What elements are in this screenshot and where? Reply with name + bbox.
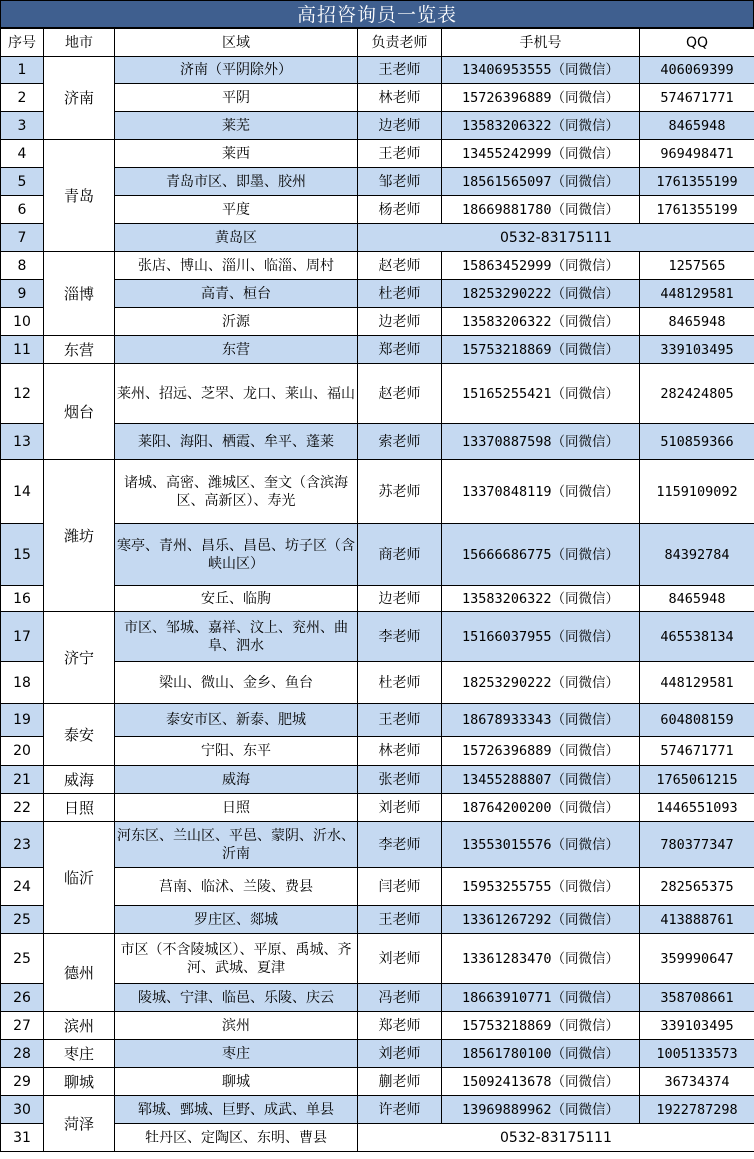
row-number: 19 <box>1 704 44 737</box>
city-cell: 济南 <box>44 57 115 140</box>
row-number: 15 <box>1 524 44 586</box>
phone-cell: 13406953555（同微信） <box>442 57 640 84</box>
phone-cell: 15726396889（同微信） <box>442 737 640 766</box>
area-cell: 梁山、微山、金乡、鱼台 <box>115 662 358 704</box>
area-cell: 莱芜 <box>115 112 358 140</box>
table-row <box>1 612 754 662</box>
city-cell: 聊城 <box>44 1068 115 1096</box>
phone-cell: 18253290222（同微信） <box>442 662 640 704</box>
phone-cell: 13583206322（同微信） <box>442 308 640 336</box>
qq-cell: 413888761 <box>640 906 754 934</box>
phone-cell: 15753218869（同微信） <box>442 336 640 364</box>
table-row <box>1 112 754 140</box>
qq-cell: 574671771 <box>640 737 754 766</box>
row-number: 1 <box>1 57 44 84</box>
area-cell: 河东区、兰山区、平邑、蒙阴、沂水、沂南 <box>115 822 358 868</box>
qq-cell: 1257565 <box>640 252 754 280</box>
table-body <box>1 57 754 1152</box>
area-cell: 陵城、宁津、临邑、乐陵、庆云 <box>115 984 358 1012</box>
teacher-cell: 冯老师 <box>358 984 442 1012</box>
phone-cell: 13370848119（同微信） <box>442 460 640 524</box>
row-number: 9 <box>1 280 44 308</box>
row-number: 23 <box>1 822 44 868</box>
teacher-cell: 刘老师 <box>358 794 442 822</box>
qq-cell: 1005133573 <box>640 1040 754 1068</box>
teacher-cell: 刘老师 <box>358 1040 442 1068</box>
phone-cell: 18663910771（同微信） <box>442 984 640 1012</box>
table-row <box>1 168 754 196</box>
phone-cell: 15726396889（同微信） <box>442 84 640 112</box>
qq-cell: 339103495 <box>640 336 754 364</box>
area-cell: 市区（不含陵城区）、平原、禹城、齐河、武城、夏津 <box>115 934 358 984</box>
city-cell: 德州 <box>44 934 115 1012</box>
area-cell: 聊城 <box>115 1068 358 1096</box>
phone-cell: 15092413678（同微信） <box>442 1068 640 1096</box>
table-row <box>1 224 754 252</box>
phone-cell: 18561780100（同微信） <box>442 1040 640 1068</box>
table-row <box>1 308 754 336</box>
table-row <box>1 766 754 794</box>
city-cell: 潍坊 <box>44 460 115 612</box>
phone-cell: 13455288807（同微信） <box>442 766 640 794</box>
qq-cell: 358708661 <box>640 984 754 1012</box>
row-number: 10 <box>1 308 44 336</box>
table-row <box>1 84 754 112</box>
row-number: 6 <box>1 196 44 224</box>
qq-cell: 780377347 <box>640 822 754 868</box>
qq-cell: 8465948 <box>640 112 754 140</box>
qq-cell: 1446551093 <box>640 794 754 822</box>
area-cell: 郓城、鄄城、巨野、成武、单县 <box>115 1096 358 1124</box>
teacher-cell: 张老师 <box>358 766 442 794</box>
table-row <box>1 524 754 586</box>
teacher-cell: 杨老师 <box>358 196 442 224</box>
area-cell: 泰安市区、新泰、肥城 <box>115 704 358 737</box>
row-number: 3 <box>1 112 44 140</box>
table-row <box>1 280 754 308</box>
table-row <box>1 57 754 84</box>
area-cell: 高青、桓台 <box>115 280 358 308</box>
table-row <box>1 984 754 1012</box>
area-cell: 宁阳、东平 <box>115 737 358 766</box>
row-number: 2 <box>1 84 44 112</box>
teacher-cell: 索老师 <box>358 424 442 460</box>
area-cell: 市区、邹城、嘉祥、汶上、兖州、曲阜、泗水 <box>115 612 358 662</box>
teacher-cell: 王老师 <box>358 140 442 168</box>
teacher-cell: 许老师 <box>358 1096 442 1124</box>
teacher-cell: 郑老师 <box>358 336 442 364</box>
city-cell: 东营 <box>44 336 115 364</box>
area-cell: 罗庄区、郯城 <box>115 906 358 934</box>
row-number: 20 <box>1 737 44 766</box>
qq-cell: 8465948 <box>640 586 754 612</box>
row-number: 31 <box>1 1124 44 1152</box>
city-cell: 临沂 <box>44 822 115 934</box>
row-number: 7 <box>1 224 44 252</box>
teacher-cell: 郑老师 <box>358 1012 442 1040</box>
city-cell: 日照 <box>44 794 115 822</box>
phone-cell: 13370887598（同微信） <box>442 424 640 460</box>
consultant-table <box>0 28 754 1152</box>
teacher-cell: 杜老师 <box>358 662 442 704</box>
teacher-cell: 林老师 <box>358 737 442 766</box>
table-row <box>1 737 754 766</box>
teacher-cell: 商老师 <box>358 524 442 586</box>
table-row <box>1 424 754 460</box>
row-number: 28 <box>1 1040 44 1068</box>
table-title: 高招咨询员一览表 <box>0 0 754 28</box>
qq-cell: 465538134 <box>640 612 754 662</box>
shared-contact-cell: 0532-83175111 <box>358 224 754 252</box>
table-row <box>1 704 754 737</box>
city-cell: 青岛 <box>44 140 115 252</box>
table-row <box>1 586 754 612</box>
qq-cell: 8465948 <box>640 308 754 336</box>
table-row <box>1 196 754 224</box>
qq-cell: 1159109092 <box>640 460 754 524</box>
qq-cell: 359990647 <box>640 934 754 984</box>
table-row <box>1 1068 754 1096</box>
row-number: 13 <box>1 424 44 460</box>
city-cell: 菏泽 <box>44 1096 115 1152</box>
area-cell: 沂源 <box>115 308 358 336</box>
table-row <box>1 906 754 934</box>
header-row <box>1 29 754 57</box>
teacher-cell: 李老师 <box>358 822 442 868</box>
teacher-cell: 苏老师 <box>358 460 442 524</box>
table-row <box>1 794 754 822</box>
area-cell: 平度 <box>115 196 358 224</box>
area-cell: 日照 <box>115 794 358 822</box>
area-cell: 济南（平阴除外） <box>115 57 358 84</box>
city-cell: 淄博 <box>44 252 115 336</box>
row-number: 24 <box>1 868 44 906</box>
phone-cell: 18669881780（同微信） <box>442 196 640 224</box>
row-number: 25 <box>1 934 44 984</box>
header-phone: 手机号 <box>442 29 640 57</box>
area-cell: 平阴 <box>115 84 358 112</box>
area-cell: 东营 <box>115 336 358 364</box>
city-cell: 枣庄 <box>44 1040 115 1068</box>
city-cell: 泰安 <box>44 704 115 766</box>
qq-cell: 282424805 <box>640 364 754 424</box>
table-row <box>1 868 754 906</box>
teacher-cell: 王老师 <box>358 57 442 84</box>
row-number: 29 <box>1 1068 44 1096</box>
table-row <box>1 662 754 704</box>
table-row <box>1 822 754 868</box>
table-row <box>1 1124 754 1152</box>
row-number: 14 <box>1 460 44 524</box>
header-qq: QQ <box>640 29 754 57</box>
row-number: 26 <box>1 984 44 1012</box>
phone-cell: 18678933343（同微信） <box>442 704 640 737</box>
qq-cell: 84392784 <box>640 524 754 586</box>
qq-cell: 448129581 <box>640 280 754 308</box>
qq-cell: 406069399 <box>640 57 754 84</box>
phone-cell: 15666686775（同微信） <box>442 524 640 586</box>
row-number: 11 <box>1 336 44 364</box>
phone-cell: 15953255755（同微信） <box>442 868 640 906</box>
teacher-cell: 边老师 <box>358 112 442 140</box>
qq-cell: 574671771 <box>640 84 754 112</box>
phone-cell: 18561565097（同微信） <box>442 168 640 196</box>
table-row <box>1 1096 754 1124</box>
qq-cell: 1765061215 <box>640 766 754 794</box>
table-row <box>1 364 754 424</box>
row-number: 25 <box>1 906 44 934</box>
teacher-cell: 赵老师 <box>358 252 442 280</box>
table-row <box>1 1012 754 1040</box>
area-cell: 黄岛区 <box>115 224 358 252</box>
table-row <box>1 460 754 524</box>
area-cell: 莒南、临沭、兰陵、费县 <box>115 868 358 906</box>
phone-cell: 15165255421（同微信） <box>442 364 640 424</box>
table-row <box>1 140 754 168</box>
row-number: 17 <box>1 612 44 662</box>
table-row <box>1 934 754 984</box>
teacher-cell: 林老师 <box>358 84 442 112</box>
qq-cell: 339103495 <box>640 1012 754 1040</box>
teacher-cell: 赵老师 <box>358 364 442 424</box>
qq-cell: 448129581 <box>640 662 754 704</box>
teacher-cell: 杜老师 <box>358 280 442 308</box>
phone-cell: 15166037955（同微信） <box>442 612 640 662</box>
qq-cell: 1922787298 <box>640 1096 754 1124</box>
phone-cell: 13969889962（同微信） <box>442 1096 640 1124</box>
qq-cell: 282565375 <box>640 868 754 906</box>
row-number: 4 <box>1 140 44 168</box>
teacher-cell: 李老师 <box>358 612 442 662</box>
qq-cell: 969498471 <box>640 140 754 168</box>
phone-cell: 15753218869（同微信） <box>442 1012 640 1040</box>
header-teacher: 负责老师 <box>358 29 442 57</box>
row-number: 27 <box>1 1012 44 1040</box>
phone-cell: 13583206322（同微信） <box>442 586 640 612</box>
table-row <box>1 1040 754 1068</box>
city-cell: 济宁 <box>44 612 115 704</box>
table-row <box>1 252 754 280</box>
teacher-cell: 王老师 <box>358 906 442 934</box>
phone-cell: 13553015576（同微信） <box>442 822 640 868</box>
teacher-cell: 边老师 <box>358 308 442 336</box>
teacher-cell: 刘老师 <box>358 934 442 984</box>
area-cell: 莱阳、海阳、栖霞、牟平、蓬莱 <box>115 424 358 460</box>
city-cell: 烟台 <box>44 364 115 460</box>
phone-cell: 18253290222（同微信） <box>442 280 640 308</box>
teacher-cell: 闫老师 <box>358 868 442 906</box>
row-number: 16 <box>1 586 44 612</box>
row-number: 21 <box>1 766 44 794</box>
shared-contact-cell: 0532-83175111 <box>358 1124 754 1152</box>
city-cell: 威海 <box>44 766 115 794</box>
city-cell: 滨州 <box>44 1012 115 1040</box>
qq-cell: 510859366 <box>640 424 754 460</box>
row-number: 12 <box>1 364 44 424</box>
teacher-cell: 边老师 <box>358 586 442 612</box>
qq-cell: 604808159 <box>640 704 754 737</box>
phone-cell: 13583206322（同微信） <box>442 112 640 140</box>
area-cell: 威海 <box>115 766 358 794</box>
teacher-cell: 蒯老师 <box>358 1068 442 1096</box>
area-cell: 诸城、高密、潍城区、奎文（含滨海区、高新区）、寿光 <box>115 460 358 524</box>
qq-cell: 1761355199 <box>640 196 754 224</box>
header-no: 序号 <box>1 29 44 57</box>
phone-cell: 13361267292（同微信） <box>442 906 640 934</box>
row-number: 22 <box>1 794 44 822</box>
row-number: 18 <box>1 662 44 704</box>
row-number: 5 <box>1 168 44 196</box>
header-city: 地市 <box>44 29 115 57</box>
area-cell: 莱西 <box>115 140 358 168</box>
qq-cell: 36734374 <box>640 1068 754 1096</box>
row-number: 8 <box>1 252 44 280</box>
teacher-cell: 王老师 <box>358 704 442 737</box>
area-cell: 寒亭、青州、昌乐、昌邑、坊子区（含峡山区） <box>115 524 358 586</box>
phone-cell: 18764200200（同微信） <box>442 794 640 822</box>
area-cell: 枣庄 <box>115 1040 358 1068</box>
teacher-cell: 邹老师 <box>358 168 442 196</box>
area-cell: 牡丹区、定陶区、东明、曹县 <box>115 1124 358 1152</box>
area-cell: 青岛市区、即墨、胶州 <box>115 168 358 196</box>
row-number: 30 <box>1 1096 44 1124</box>
phone-cell: 15863452999（同微信） <box>442 252 640 280</box>
phone-cell: 13361283470（同微信） <box>442 934 640 984</box>
header-area: 区域 <box>115 29 358 57</box>
qq-cell: 1761355199 <box>640 168 754 196</box>
area-cell: 张店、博山、淄川、临淄、周村 <box>115 252 358 280</box>
phone-cell: 13455242999（同微信） <box>442 140 640 168</box>
area-cell: 安丘、临朐 <box>115 586 358 612</box>
table-row <box>1 336 754 364</box>
area-cell: 滨州 <box>115 1012 358 1040</box>
area-cell: 莱州、招远、芝罘、龙口、莱山、福山 <box>115 364 358 424</box>
